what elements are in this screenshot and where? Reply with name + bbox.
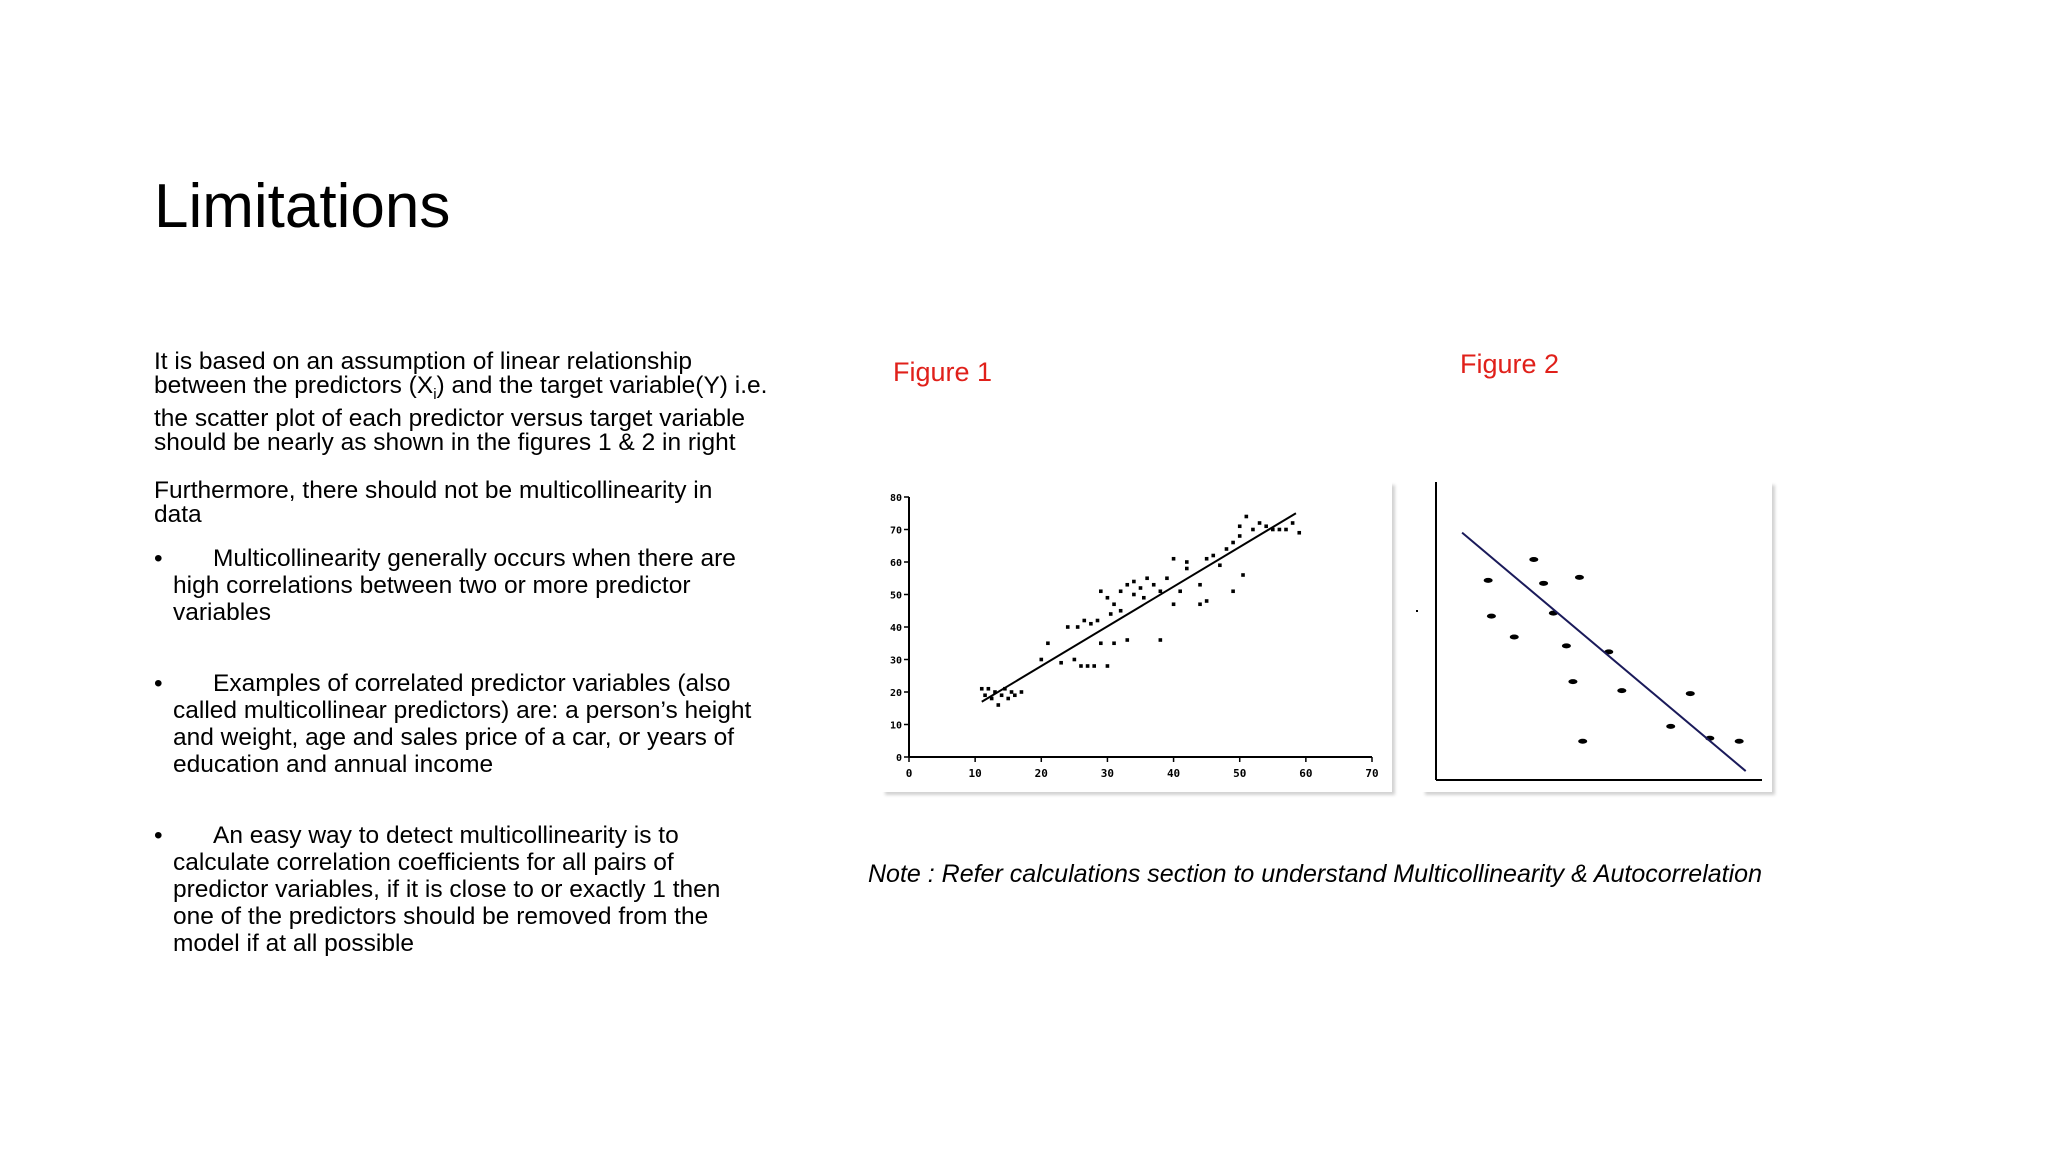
bullet-item <box>154 822 834 957</box>
data-point <box>1119 589 1123 593</box>
data-point <box>1066 625 1070 629</box>
bullet-list <box>154 545 834 957</box>
bullet-item <box>154 670 834 778</box>
intro-line: Furthermore, there should not be multicollinearity in <box>154 476 713 504</box>
y-tick-label: 40 <box>889 623 902 634</box>
data-point <box>1059 661 1063 665</box>
intro-line: It is based on an assumption of linear relationship <box>154 348 692 375</box>
x-tick-label: 50 <box>1233 767 1247 780</box>
data-point <box>1205 599 1209 603</box>
trend-line <box>1462 533 1746 771</box>
data-point <box>980 687 984 691</box>
bullet-line: one of the predictors should be removed from the <box>173 902 709 930</box>
data-point <box>1562 643 1571 648</box>
bullet-line: predictor variables, if it is close to or exactly 1 then <box>173 875 721 903</box>
bullet-line: high correlations between two or more predictor <box>173 571 691 599</box>
data-point <box>1020 690 1024 694</box>
y-tick-label: 80 <box>889 493 902 504</box>
bullet-item <box>154 545 834 626</box>
y-tick-label: 0 <box>895 753 902 764</box>
data-point <box>1185 560 1189 564</box>
bullet-line: and weight, age and sales price of a car, or years of <box>173 723 735 751</box>
intro-line: should be nearly as shown in the figures 1 & 2 in right <box>154 428 736 456</box>
data-point <box>1225 547 1229 551</box>
y-tick-label: 70 <box>889 525 902 537</box>
data-point <box>1106 664 1110 668</box>
data-point <box>1119 609 1123 613</box>
data-point <box>1578 739 1587 744</box>
bullet-dot: • <box>154 544 163 572</box>
y-tick-label: 50 <box>889 590 902 602</box>
data-point <box>1125 583 1129 587</box>
data-point <box>1231 541 1235 545</box>
intro-line-part: ) and the target variable(Y) i.e. <box>436 372 768 399</box>
data-point <box>1241 573 1245 577</box>
x-tick-label: 20 <box>1034 767 1048 780</box>
data-point <box>1735 739 1744 744</box>
data-point <box>987 687 991 691</box>
x-tick-label: 0 <box>905 767 913 780</box>
data-point <box>1106 596 1110 600</box>
data-point <box>1185 567 1189 571</box>
data-point <box>1000 693 1004 697</box>
bullet-line: calculate correlation coefficients for all pairs of <box>173 848 674 876</box>
data-point <box>1218 563 1222 567</box>
data-point <box>1211 554 1215 558</box>
bullet-line: model if at all possible <box>173 929 415 957</box>
data-point <box>1099 589 1103 593</box>
intro-line <box>154 374 834 407</box>
figure-1-scatter <box>882 482 1392 792</box>
stray-dot <box>1416 610 1418 612</box>
data-point <box>1172 602 1176 606</box>
data-point <box>1264 524 1268 528</box>
bullet-line: variables <box>173 598 272 626</box>
data-point <box>1245 515 1249 519</box>
data-point <box>1617 688 1626 693</box>
data-point <box>1686 691 1695 696</box>
intro-paragraphs <box>154 350 834 527</box>
slide-title: Limitations <box>154 172 451 241</box>
data-point <box>1258 521 1262 525</box>
x-tick-label: 10 <box>968 767 982 780</box>
y-tick-label: 30 <box>889 655 902 667</box>
data-point <box>1142 596 1146 600</box>
data-point <box>1510 634 1519 639</box>
data-point <box>1484 578 1493 583</box>
data-point <box>1046 641 1050 645</box>
data-point <box>1165 576 1169 580</box>
data-point <box>1159 638 1163 642</box>
note-text: Note : Refer calculations section to understand Multicollinearity & Autocorrelation <box>868 860 1762 888</box>
data-point <box>1198 583 1202 587</box>
data-point <box>1238 534 1242 538</box>
bullet-line: called multicollinear predictors) are: a person’s height <box>173 696 752 724</box>
bullet-line: Examples of correlated predictor variables (also <box>213 669 731 697</box>
data-point <box>1487 614 1496 619</box>
bullet-dot: • <box>154 821 163 849</box>
bullet-line: education and annual income <box>173 750 494 778</box>
x-tick-label: 70 <box>1365 767 1379 780</box>
data-point <box>996 703 1000 707</box>
body-text <box>154 350 834 1001</box>
data-point <box>1529 557 1538 562</box>
data-point <box>1010 690 1014 694</box>
data-point <box>1568 679 1577 684</box>
data-point <box>1132 580 1136 584</box>
data-point <box>1539 581 1548 586</box>
data-point <box>1231 589 1235 593</box>
bullet-dot: • <box>154 669 163 697</box>
x-tick-label: 60 <box>1299 767 1313 780</box>
y-tick-label: 10 <box>889 720 902 732</box>
data-point <box>1159 589 1163 593</box>
intro-line: data <box>154 500 202 528</box>
data-point <box>1006 697 1010 701</box>
intro-line: the scatter plot of each predictor versus target variable <box>154 404 746 432</box>
data-point <box>1112 641 1116 645</box>
data-point <box>1575 575 1584 580</box>
data-point <box>1172 557 1176 561</box>
data-point <box>1238 524 1242 528</box>
data-point <box>1291 521 1295 525</box>
data-point <box>1073 658 1077 662</box>
figure-2-label: Figure 2 <box>1460 349 1560 379</box>
data-point <box>983 693 987 697</box>
data-point <box>1099 641 1103 645</box>
trend-line <box>982 513 1296 702</box>
intro-line-part: between the predictors (X <box>154 372 434 399</box>
data-point <box>1092 664 1096 668</box>
data-point <box>1076 625 1080 629</box>
bullet-line: An easy way to detect multicollinearity is to <box>213 821 679 849</box>
data-point <box>1666 724 1675 729</box>
figure-2 <box>1422 482 1772 792</box>
data-point <box>1205 557 1209 561</box>
data-point <box>1112 602 1116 606</box>
data-point <box>1086 664 1090 668</box>
data-point <box>1132 593 1136 597</box>
data-point <box>1284 528 1288 532</box>
data-point <box>1082 619 1086 623</box>
data-point <box>1079 664 1083 668</box>
data-point <box>1152 583 1156 587</box>
y-tick-label: 20 <box>889 688 902 699</box>
data-point <box>1178 589 1182 593</box>
data-point <box>1278 528 1282 532</box>
data-point <box>1039 658 1043 662</box>
data-point <box>1096 619 1100 623</box>
bullet-line: Multicollinearity generally occurs when there are <box>213 544 736 572</box>
data-point <box>1198 602 1202 606</box>
data-point <box>1089 622 1093 626</box>
data-point <box>1139 586 1143 590</box>
x-tick-label: 30 <box>1100 767 1115 780</box>
figure-1-label: Figure 1 <box>893 357 993 387</box>
data-point <box>1251 528 1255 532</box>
x-tick-label: 40 <box>1166 767 1181 780</box>
data-point <box>1013 693 1017 697</box>
data-point <box>1125 638 1129 642</box>
figure-1 <box>882 482 1392 792</box>
data-point <box>1297 531 1301 535</box>
data-point <box>1145 576 1149 580</box>
figure-2-scatter <box>1422 482 1772 792</box>
data-point <box>1109 612 1113 616</box>
y-tick-label: 60 <box>889 558 902 569</box>
subscript-i: i <box>433 385 437 403</box>
